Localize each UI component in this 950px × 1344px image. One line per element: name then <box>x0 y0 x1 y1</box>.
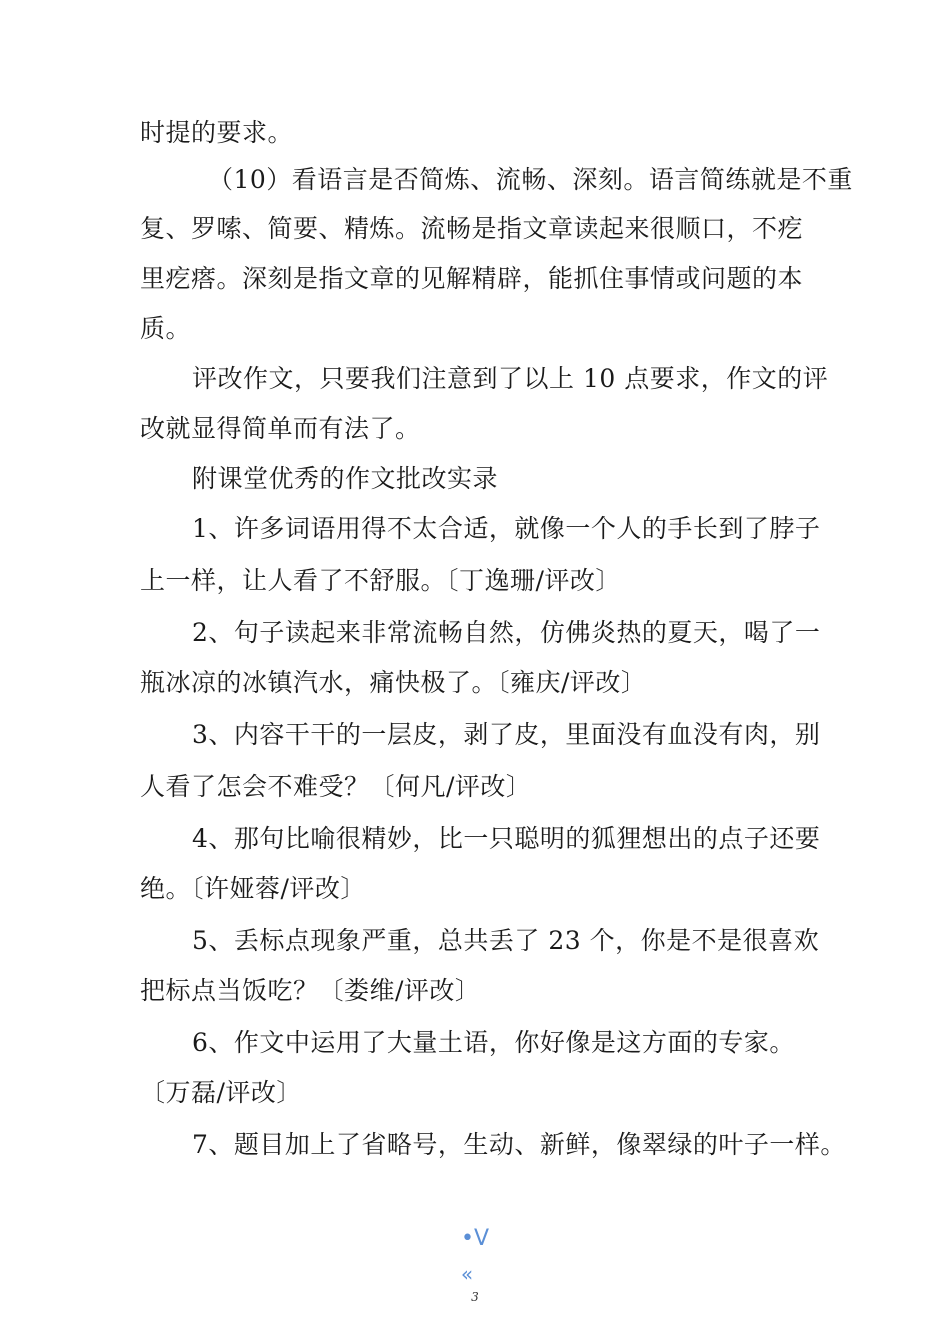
paragraph-line: 评改作文，只要我们注意到了以上 10 点要求，作文的评 <box>192 364 829 393</box>
page-number: 3 <box>471 1290 479 1304</box>
list-item-line: 6、作文中运用了大量土语，你好像是这方面的专家。 <box>192 1028 795 1057</box>
list-item-line: 上一样，让人看了不舒服。〔丁逸珊/评改〕 <box>140 566 621 595</box>
section-heading: 附课堂优秀的作文批改实录 <box>192 464 499 493</box>
paragraph-line: 复、罗嗦、简要、精炼。流畅是指文章读起来很顺口，不疙 <box>140 214 804 243</box>
list-item-line: 绝。〔许娅蓉/评改〕 <box>140 874 366 903</box>
list-item-line: 瓶冰凉的冰镇汽水，痛快极了。〔雍庆/评改〕 <box>140 668 647 697</box>
list-item-line: 把标点当饭吃？〔娄维/评改〕 <box>140 976 481 1005</box>
list-item-line: 4、那句比喻很精妙，比一只聪明的狐狸想出的点子还要 <box>192 824 821 853</box>
list-item-line: 5、丢标点现象严重，总共丢了 23 个，你是不是很喜欢 <box>192 926 820 955</box>
list-item-line: 1、许多词语用得不太合适，就像一个人的手长到了脖子 <box>192 514 821 543</box>
paragraph-line: 里疙瘩。深刻是指文章的见解精辟，能抓住事情或问题的本 <box>140 264 804 293</box>
list-item-line: 〔万磊/评改〕 <box>140 1078 302 1107</box>
paragraph-line: 时提的要求。 <box>140 118 294 147</box>
list-item-line: 3、内容干干的一层皮，剥了皮，里面没有血没有肉，别 <box>192 720 821 749</box>
footer-mark: « <box>460 1262 474 1286</box>
paragraph-line: （10）看语言是否简炼、流畅、深刻。语言简练就是不重 <box>208 165 853 194</box>
list-item-line: 7、题目加上了省略号，生动、新鲜，像翠绿的叶子一样。 <box>192 1130 846 1159</box>
list-item-line: 人看了怎会不难受？〔何凡/评改〕 <box>140 772 532 801</box>
paragraph-line: 改就显得简单而有法了。 <box>140 414 421 443</box>
paragraph-line: 质。 <box>140 314 192 343</box>
list-item-line: 2、句子读起来非常流畅自然，仿佛炎热的夏天，喝了一 <box>192 618 821 647</box>
footer-mark: •V <box>460 1226 490 1251</box>
